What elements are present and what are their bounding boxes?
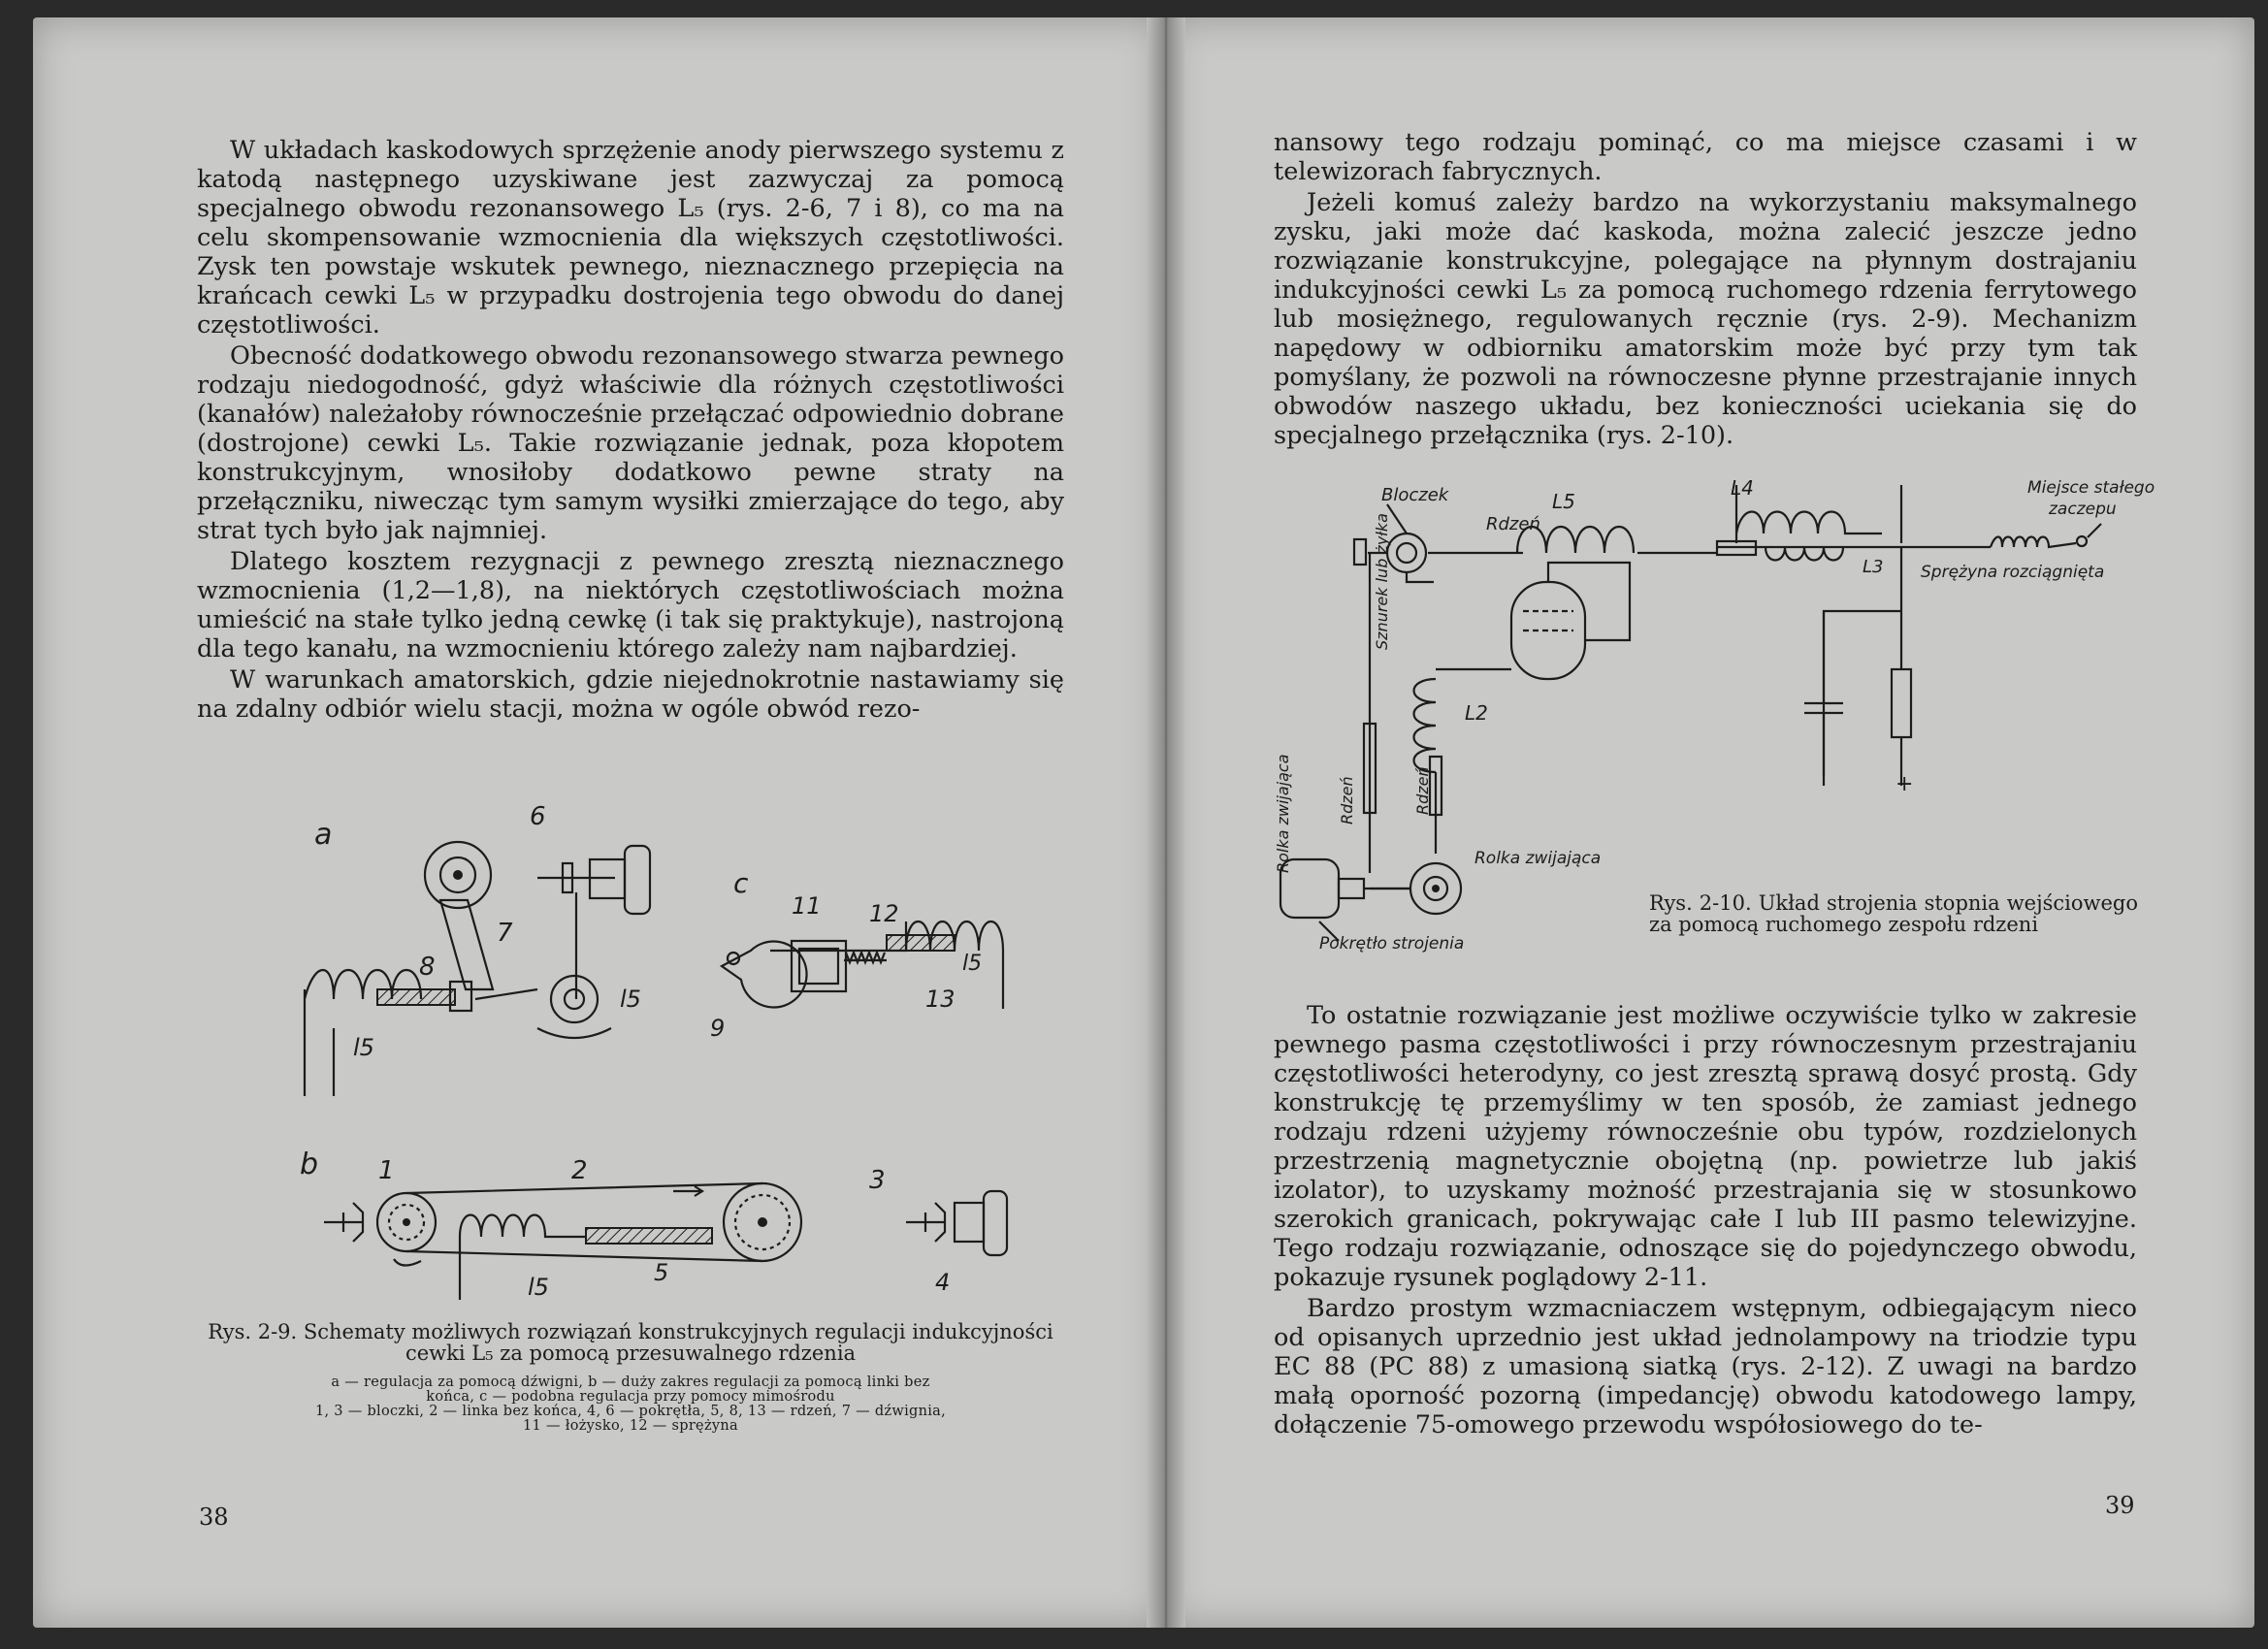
label-miejsce-2: zaczepu — [2049, 500, 2117, 519]
fig-label-l5-b: l5 — [528, 1274, 549, 1301]
right-body-text-bottom — [1274, 1001, 2137, 1441]
fig-label-l5-a2: l5 — [353, 1034, 374, 1061]
label-plus: + — [1895, 772, 1914, 796]
right-paragraph-4: Bardzo prostym wzmacniaczem wstępnym, odbiegającym nieco od opisanych uprzednio jest układ jednolampowy na triodzie typu EC 88 (PC 88) z umasioną siatką (rys. 2-12). Z uwagi na bardzo małą oporność pozorną (impedancję) obwodu katodowego lampy, dołączenie 75-omowego przewodu współosiowego do te- — [1274, 1294, 2137, 1439]
fig-label-13: 13 — [925, 986, 956, 1013]
legend-line-1: a — regulacja za pomocą dźwigni, b — duży zakres regulacji za pomocą linki bez — [331, 1374, 930, 1390]
figure-2-9-legend — [197, 1375, 1064, 1434]
fig-label-l5-c: l5 — [962, 952, 983, 976]
capacitor — [1804, 611, 1843, 786]
label-sprezyna: Sprężyna rozciągnięta — [1921, 563, 2105, 582]
label-rolka-v: Rolka zwijająca — [1274, 754, 1292, 873]
knob-6 — [625, 846, 650, 914]
label-rdzen-top: Rdzeń — [1486, 514, 1540, 534]
left-paragraph-3: Dlatego kosztem rezygnacji z pewnego zresztą nieznacznego wzmocnienia (1,2—1,8), na niektórych częstotliwościach można umieścić na stałe tylko jedną cewkę (i tak się praktykuje), nastrojoną dla tego kanału, na wzmocnieniu którego zależy nam najbardziej. — [197, 547, 1065, 663]
figure-2-9-caption: Rys. 2-9. Schematy możliwych rozwiązań konstrukcyjnych regulacji indukcyjności cewki L₅ za pomocą przesuwalnego rdzenia — [208, 1320, 1053, 1365]
legend-line-3: 1, 3 — bloczki, 2 — linka bez końca, 4, 6 — pokrętła, 5, 8, 13 — rdzeń, 7 — dźwignia, — [314, 1404, 947, 1419]
pulley-bloczek — [1387, 534, 1426, 572]
label-pokretlo: Pokrętło strojenia — [1319, 934, 1465, 954]
coil-l3 — [1717, 547, 1921, 561]
label-l2: L2 — [1465, 701, 1488, 725]
knob-4 — [984, 1191, 1007, 1255]
core-5 — [586, 1228, 712, 1244]
eccentric-a — [551, 976, 598, 1022]
fig-label-c: c — [733, 867, 749, 899]
fig-label-7: 7 — [497, 919, 513, 948]
fig-label-9: 9 — [710, 1015, 726, 1042]
legend-line-4: 11 — łożysko, 12 — sprężyna — [523, 1418, 738, 1434]
label-rolka-zwijajaca: Rolka zwijająca — [1474, 849, 1602, 868]
coil-l5-b — [460, 1215, 586, 1301]
label-rdzen-v1: Rdzeń — [1338, 776, 1356, 824]
right-body-text-top — [1274, 128, 2137, 452]
label-bloczek: Bloczek — [1381, 485, 1449, 505]
lever-arm — [440, 900, 493, 989]
label-l3: L3 — [1863, 557, 1884, 577]
fig-label-12: 12 — [869, 900, 899, 927]
fig-label-1: 1 — [378, 1156, 395, 1185]
left-paragraph-2: Obecność dodatkowego obwodu rezonansowego stwarza pewnego rodzaju niedogodność, gdyż właściwie dla różnych częstotliwości (kanałów) należałoby równocześnie przełączać odpowiednio dobrane (dostrojone) cewki L₅. Takie rozwiązanie jednak, poza kłopotem konstrukcyjnym, wnosiłoby dodatkowo pewne straty na przełączniku, niwecząc tym samym wysiłki zmierzające do tego, aby strat tych było jak najmniej. — [197, 341, 1064, 545]
fig-label-a: a — [314, 818, 333, 852]
fig-label-b: b — [300, 1148, 319, 1181]
right-paragraph-3: To ostatnie rozwiązanie jest możliwe oczywiście tylko w zakresie pewnego pasma częstotliwości i przy równoczesnym przestrajaniu częstotliwości heterodyny, co jest zresztą sprawą dosyć prostą. Gdy konstrukcję tę przemyślimy w ten sposób, że zamiast jednego rodzaju rdzeni użyjemy równocześnie obu typów, rozdzielonych przestrzenią magnetycznie obojętną (np. powietrze lub jakiś izolator), to uzyskamy możność przestrajania się w stosunkowo szerokich granicach, pokrywając całe I lub III pasmo telewizyjne. Tego rodzaju rozwiązanie, odnoszące się do pojedynczego obwodu, pokazuje rysunek poglądowy 2-11. — [1274, 1001, 2137, 1292]
right-paragraph-1: nansowy tego rodzaju pominąć, co ma miejsce czasami i w telewizorach fabrycznych. — [1274, 128, 2137, 186]
fig-label-8: 8 — [419, 953, 436, 982]
label-miejsce-1: Miejsce stałego — [2027, 478, 2155, 498]
core-13 — [887, 935, 955, 951]
label-l4: L4 — [1731, 476, 1754, 500]
fig-label-4: 4 — [935, 1269, 951, 1296]
fig-label-l5-a: l5 — [620, 986, 641, 1013]
page-number-left: 38 — [199, 1504, 229, 1531]
figure-2-9 — [33, 795, 1162, 1319]
left-paragraph-4: W warunkach amatorskich, gdzie niejednokrotnie nastawiamy się na zdalny odbiór wielu stacji, można w ogóle obwód rezo- — [197, 665, 1064, 724]
coil-l4 — [1736, 512, 1882, 534]
figure-2-10-caption: Rys. 2-10. Układ strojenia stopnia wejściowego za pomocą ruchomego zespołu rdzeni — [1649, 891, 2138, 936]
fig-label-2: 2 — [571, 1156, 588, 1185]
fig-label-11: 11 — [792, 892, 822, 920]
label-sznurek: Sznurek lub żyłka — [1373, 513, 1391, 650]
right-paragraph-2: Jeżeli komuś zależy bardzo na wykorzystaniu maksymalnego zysku, jaki może dać kaskoda, można zalecić jeszcze jedno rozwiązanie konstrukcyjne, polegające na płynnym dostrajaniu indukcyjności cewki L₅ za pomocą ruchomego rdzenia ferrytowego lub mosiężnego, regulowanych ręcznie (rys. 2-9). Mechanizm napędowy w odbiorniku amatorskim może być przy tym tak pomyślany, że pozwoli na równoczesne płynne przestrajanie innych obwodów naszego układu, bez konieczności uciekania się do specjalnego przełącznika (rys. 2-10). — [1274, 188, 2137, 450]
fig-label-3: 3 — [869, 1166, 886, 1195]
core-8 — [377, 989, 455, 1005]
resistor — [1892, 669, 1911, 737]
page-number-right: 39 — [2105, 1492, 2135, 1519]
coil-l2 — [1414, 669, 1512, 854]
label-l5: L5 — [1552, 490, 1575, 513]
label-rdzen-v2: Rdzeń — [1413, 766, 1432, 815]
fig-label-5: 5 — [654, 1259, 669, 1286]
legend-line-2: końca, c — podobna regulacja przy pomocy mimośrodu — [426, 1389, 835, 1405]
spring — [1991, 537, 2076, 548]
left-body-text — [197, 136, 1064, 726]
left-paragraph-1: W układach kaskodowych sprzężenie anody pierwszego systemu z katodą następnego uzyskiwane jest zazwyczaj za pomocą specjalnego obwodu rezonansowego L₅ (rys. 2-6, 7 i 8), co ma na celu skompensowanie wzmocnienia dla większych częstotliwości. Zysk ten powstaje wskutek pewnego, nieznacznego przepięcia na krańcach cewki L₅ w przypadku dostrojenia tego obwodu do danej częstotliwości. — [197, 136, 1064, 340]
fig-label-6: 6 — [530, 802, 546, 831]
